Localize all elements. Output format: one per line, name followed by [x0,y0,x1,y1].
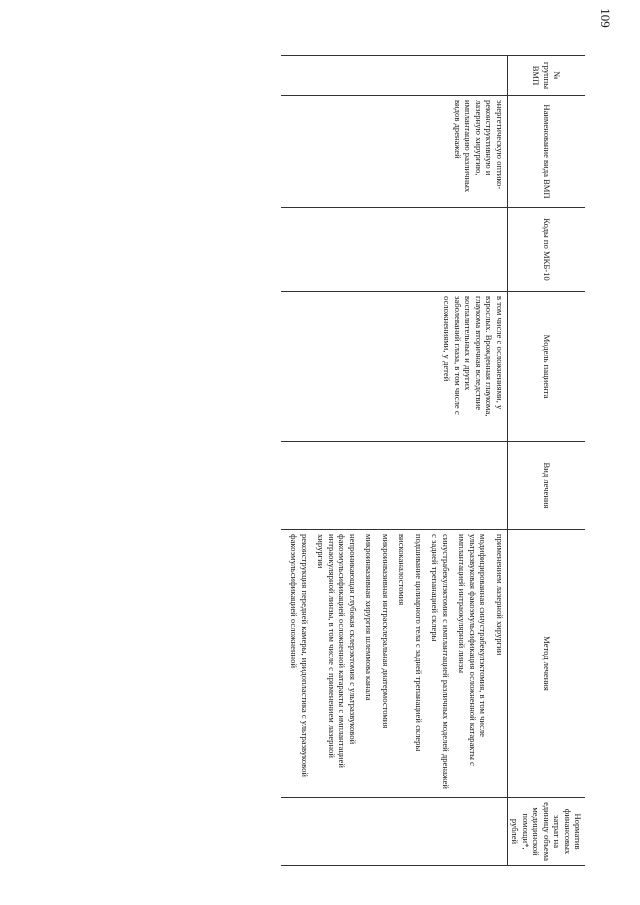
cell-vmp-name: энергетическую оптико-реконструктивную и лазерную хирургию, имплантацию различных видов дренажей [281,96,507,208]
cell-group-number [281,56,507,96]
method-item: реконструкция передней камеры, иридопластика с ультразвуковой факоэмульсификацией осложненной [289,534,310,777]
cell-icd-codes [281,208,507,292]
header-treatment-type: Вид лечения [507,442,585,530]
vmp-table [281,55,585,866]
method-item: подшивание цилиарного тела с задней трепанацией склеры [413,534,424,752]
page-number: 109 [597,8,613,28]
rotated-table-container [30,55,585,865]
method-item: применением лазерной хирургии [494,534,505,656]
table-row [281,56,507,866]
cell-patient-model: в том числе с осложнениями, у взрослых. Врожденная глаукома, глаукома вторичная вследствие воспалительных и других заболеваний глаза, в том числе с осложнениями, у детей [281,292,507,442]
header-icd-codes: Коды по МКБ-10 [507,208,585,292]
cell-treatment-methods [281,530,507,798]
method-item: микроинвазивная хирургия шлеммова канала [364,534,375,701]
header-treatment-method: Метод лечения [507,530,585,798]
method-item: модифицированная синустрабекулэктомия, в том числе ультразвуковая факоэмульсификация осложненной катаракты с имплантацией интраокулярной линзы [457,534,489,766]
method-item: непроникающая глубокая склерэктомия с ультразвуковой факоэмульсификацией осложненной катаракты с имплантацией интраокулярной линзы, в том числе с применением лазерной хирургии [316,534,358,768]
header-financial-norm: Норматив финансовых затрат на единицу объема медицинской помощи*, рублей [507,798,585,866]
header-patient-model: Модель пациента [507,292,585,442]
header-vmp-name: Наименование вида ВМП [507,96,585,208]
header-group-number: № группы ВМП [507,56,585,96]
method-item: вискоканалостомия [397,534,408,606]
cell-financial-norm [281,798,507,866]
cell-treatment-type [281,442,507,530]
method-item: синустрабекулэктомия с имплантацией различных моделей дренажей с задней трепанацией склеры [430,534,451,790]
method-item: микроинвазивная интрасклеральная диатермостомия [380,534,391,729]
table-header-row [507,56,585,866]
